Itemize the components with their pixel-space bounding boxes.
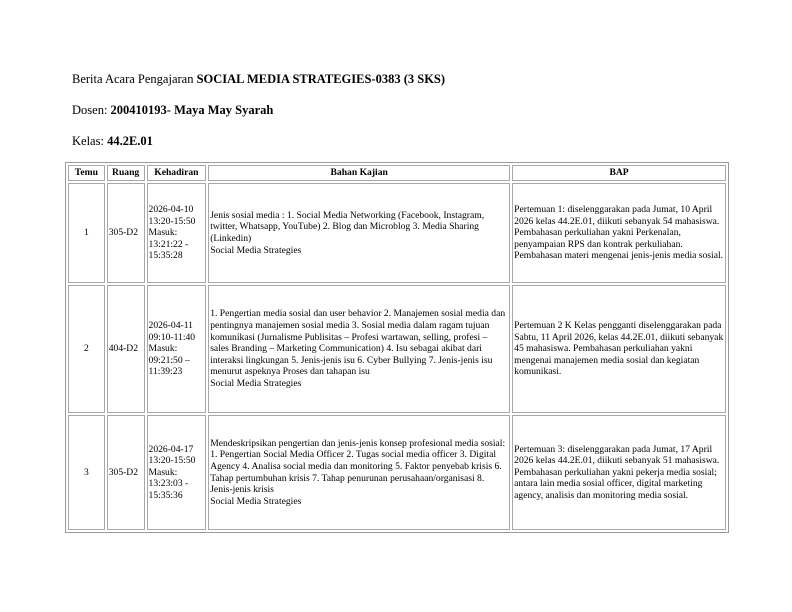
lecturer-name: 200410193- Maya May Syarah — [110, 103, 274, 117]
bahan-subject: Social Media Strategies — [210, 244, 302, 256]
bahan-cell — [208, 415, 510, 530]
class-line — [72, 134, 153, 149]
bahan-subject: Social Media Strategies — [210, 495, 302, 507]
bap-cell: Pertemuan 3: diselenggarakan pada Jumat, 17 April 2026 kelas 44.2E.01, diikuti sebanyak 51 mahasiswa. Pembahasan perkuliahan yakni pekerja media sosial; antara lain media sosial officer, digital marketing agency, analisis dan monitoring media sosial. — [512, 415, 726, 530]
bap-cell: Pertemuan 1: diselenggarakan pada Jumat, 10 April 2026 kelas 44.2E.01, diikuti sebanyak 54 mahasiswa. Pembahasan perkuliahan yakni Perkenalan, penyampaian RPS dan kontrak perkuliahan. Pembahasan materi mengenai jenis-jenis media sosial. — [512, 183, 726, 283]
col-temu-header: Temu — [68, 165, 105, 181]
temu-cell: 1 — [68, 183, 105, 283]
bahan-text: Mendeskripsikan pengertian dan jenis-jenis konsep profesional media sosial: 1. Pengertian Social Media Officer 2. Tugas social media officer 3. Digital Agency 4. Analisa social media dan monitoring 5. Faktor penyebab krisis 6. Tahap pertumbuhan krisis 7. Tahap penurunan perusahaan/organisasi 8. Jenis-jenis krisis — [210, 437, 506, 496]
col-bahan-header: Bahan Kajian — [208, 165, 510, 181]
class-prefix: Kelas: — [72, 134, 108, 148]
kehadiran-cell: 2026-04-10 13:20-15:50 Masuk: 13:21:22 - 15:35:28 — [147, 183, 207, 283]
col-bap-header: BAP — [512, 165, 726, 181]
table-header-row — [68, 165, 726, 181]
title-prefix: Berita Acara Pengajaran — [72, 72, 197, 86]
bap-table — [65, 162, 729, 533]
kehadiran-cell: 2026-04-17 13:20-15:50 Masuk: 13:23:03 - 15:35:36 — [147, 415, 207, 530]
table-row — [68, 183, 726, 283]
ruang-cell: 305-D2 — [107, 183, 145, 283]
class-code: 44.2E.01 — [107, 134, 153, 148]
bap-cell: Pertemuan 2 K Kelas pengganti diselenggarakan pada Sabtu, 11 April 2026, kelas 44.2E.01, diikuti sebanyak 45 mahasiswa. Pembahasan perkuliahan yakni mengenai manajemen media sosial dan kegiatan komunikasi. — [512, 285, 726, 413]
bahan-cell — [208, 183, 510, 283]
temu-cell: 3 — [68, 415, 105, 530]
table-row — [68, 285, 726, 413]
ruang-cell: 305-D2 — [107, 415, 145, 530]
bahan-text: 1. Pengertian media sosial dan user behavior 2. Manajemen sosial media dan pentingnya manajemen sosial media 3. Sosial media dalam ragam tujuan komunikasi (Jurnalisme Publisitas – Profesi wartawan, selling, profesi – sales Branding – Marketing Communication) 4. Isu sebagai akibat dari interaksi lingkungan 5. Jenis-jenis isu 6. Cyber Bullying 7. Jenis-jenis isu menurut aspeknya Proses dan tahapan isu — [210, 308, 506, 378]
page-title — [72, 72, 445, 87]
bahan-cell — [208, 285, 510, 413]
lecturer-line — [72, 103, 273, 118]
col-kehadiran-header: Kehadiran — [147, 165, 207, 181]
bahan-subject: Social Media Strategies — [210, 377, 302, 389]
table-row — [68, 415, 726, 530]
col-ruang-header: Ruang — [107, 165, 145, 181]
course-name: SOCIAL MEDIA STRATEGIES-0383 (3 SKS) — [196, 72, 446, 86]
ruang-cell: 404-D2 — [107, 285, 145, 413]
lecturer-prefix: Dosen: — [72, 103, 111, 117]
bahan-text: Jenis sosial media : 1. Social Media Networking (Facebook, Instagram, twitter, Whatsapp, YouTube) 2. Blog dan Microblog 3. Media Sharing (Linkedin) — [210, 209, 485, 244]
kehadiran-cell: 2026-04-11 09:10-11:40 Masuk: 09:21:50 – 11:39:23 — [147, 285, 207, 413]
temu-cell: 2 — [68, 285, 105, 413]
